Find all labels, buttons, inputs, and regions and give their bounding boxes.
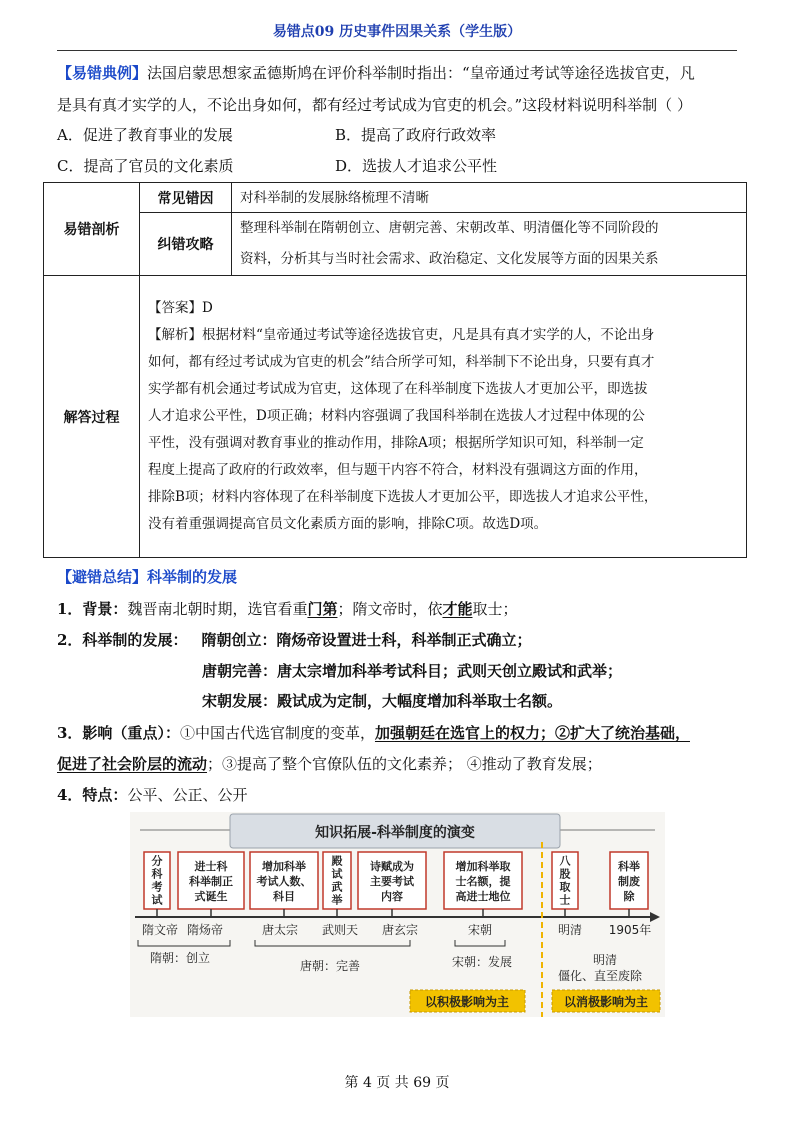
question-tag: 【易错典例】	[57, 64, 148, 82]
phase-ming-detail: 僵化、直至废除	[557, 969, 643, 983]
point-3-text-c: 促进了社会阶层的流动	[57, 755, 208, 773]
summary-tag: 【避错总结】	[57, 568, 148, 586]
solution-text	[140, 291, 746, 542]
axis-label: 明清	[557, 923, 583, 937]
phase-sui: 隋朝：创立	[150, 951, 211, 965]
summary-point-4	[57, 784, 247, 806]
point-1-label: 1．背景：	[57, 600, 128, 618]
page-footer: 第 4 页 共 69 页	[344, 1075, 450, 1091]
summary-title: 科举制的发展	[147, 568, 238, 586]
point-1-text-a: 魏晋南北朝时期，选官看重	[127, 600, 308, 618]
event-box-text: 式诞生	[194, 890, 228, 903]
phase-tang: 唐朝：完善	[300, 959, 361, 973]
point-2-tang: 唐朝完善：唐太宗增加科举考试科目；武则天创立殿试和武举；	[202, 662, 623, 680]
event-box-text: 制废	[618, 875, 640, 888]
explain-line: 程度上提高了政府的行政效率，但与题干内容不符合，材料没有强调这方面的作用，	[148, 462, 648, 478]
explain-line: 【解析】根据材料“皇帝通过考试等途径选拔官吏，凡是具有真才实学的人，不论出身	[148, 327, 655, 343]
event-box-text: 八	[559, 854, 571, 868]
event-box-text: 考	[151, 880, 163, 894]
point-1-text-b: ；隋文帝时，依	[337, 600, 443, 618]
error-analysis-label: 易错剖析	[44, 183, 140, 276]
event-box-text: 举	[331, 893, 343, 907]
common-error-label: 常见错因	[140, 183, 232, 213]
timeline-figure	[130, 812, 665, 1017]
event-box-text: 内容	[381, 890, 403, 903]
event-box-text: 殿	[331, 854, 343, 868]
event-box-text: 考试人数、	[256, 875, 312, 888]
page-header	[57, 18, 737, 51]
summary-point-2	[57, 629, 531, 651]
event-box-text: 诗赋成为	[370, 860, 414, 873]
question-line-2	[57, 94, 747, 116]
answer-line: 【答案】D	[148, 300, 213, 316]
point-4-label: 4．特点：	[57, 786, 128, 804]
fix-strategy-line-2: 资料，分析其与当时社会需求、政治稳定、文化发展等方面的因果关系	[240, 251, 659, 267]
axis-label: 隋炀帝	[186, 923, 224, 937]
explain-line: 实学都有机会通过考试成为官吏，这体现了在科举制度下选拔人才更加公平，即选拔	[148, 381, 648, 397]
axis-label: 唐太宗	[261, 923, 299, 937]
solution-label: 解答过程	[44, 276, 140, 558]
axis-label: 宋朝	[467, 923, 493, 937]
question-text-2: 是具有真才实学的人，不论出身如何，都有经过考试成为官吏的机会。”这段材料说明科举制（ ）	[57, 96, 692, 114]
event-box-text: 科	[151, 867, 163, 881]
event-box-text: 增加科举取	[455, 860, 511, 873]
event-box-text: 取	[559, 880, 571, 894]
event-box-text: 士	[559, 893, 571, 907]
event-box-text: 科目	[273, 890, 295, 903]
event-box-text: 股	[559, 867, 571, 881]
point-3-text-a: ①中国古代选官制度的变革，	[179, 724, 375, 742]
positive-impact-label: 以积极影响为主	[424, 995, 510, 1009]
point-2-song: 宋朝发展：殿试成为定制，大幅度增加科举取士名额。	[202, 692, 563, 710]
analysis-table	[43, 182, 747, 558]
point-1-keyword-b: 才能	[442, 600, 473, 618]
point-1-keyword-a: 门第	[307, 600, 338, 618]
point-2-sui: 隋朝创立：隋炀帝设置进士科，科举制正式确立；	[201, 631, 532, 649]
point-3-text-b: 加强朝廷在选官上的权力；②扩大了统治基础，	[374, 724, 690, 742]
event-box-text: 进士科	[194, 860, 228, 873]
summary-point-1	[57, 598, 518, 620]
summary-point-3-cont	[57, 753, 602, 775]
event-box-text: 分	[151, 854, 163, 868]
summary-heading	[57, 566, 237, 588]
common-error-cell	[232, 183, 747, 213]
option-a: A．促进了教育事业的发展	[57, 126, 233, 144]
axis-label: 隋文帝	[141, 923, 179, 937]
point-3-text-d: ；③提高了整个官僚队伍的文化素养； ④推动了教育发展；	[207, 755, 602, 773]
axis-label: 1905年	[608, 923, 652, 937]
summary-point-3	[57, 722, 690, 744]
point-4-text: 公平、公正、公开	[127, 786, 248, 804]
option-b: B．提高了政府行政效率	[335, 126, 497, 144]
fix-strategy-label: 纠错攻略	[140, 213, 232, 276]
solution-cell	[140, 276, 747, 558]
fix-strategy-line-1: 整理科举制在隋朝创立、唐朝完善、宋朝改革、明清僵化等不同阶段的	[240, 220, 659, 236]
axis-label: 唐玄宗	[381, 923, 419, 937]
axis-label: 武则天	[321, 923, 359, 937]
phase-ming: 明清	[592, 953, 618, 967]
event-box-text: 除	[623, 890, 635, 903]
timeline-banner-text: 知识拓展-科举制度的演变	[315, 825, 475, 841]
question-text-1: 法国启蒙思想家孟德斯鸠在评价科举制时指出：“皇帝通过考试等途径选拔官吏，凡	[147, 64, 695, 82]
negative-impact-label: 以消极影响为主	[563, 995, 649, 1009]
event-box-text: 士名额，提	[455, 875, 511, 888]
explain-line: 人才追求公平性，D项正确；材料内容强调了我国科举制在选拔人才过程中体现的公	[148, 408, 645, 424]
option-c: C．提高了官员的文化素质	[57, 157, 234, 175]
point-3-label: 3．影响（重点）：	[57, 724, 180, 742]
page-title: 易错点09 历史事件因果关系（学生版）	[272, 24, 522, 40]
point-1-text-c: 取士；	[472, 600, 518, 618]
explain-line: 没有着重强调提高官员文化素质方面的影响，排除C项。故选D项。	[148, 516, 548, 532]
timeline-svg	[130, 812, 665, 1017]
fix-strategy-cell	[232, 213, 747, 276]
explain-line: 如何，都有经过考试成为官吏的机会”结合所学可知，科举制下不论出身，只要有真才	[148, 354, 655, 370]
common-error-text: 对科举制的发展脉络梳理不清晰	[240, 189, 429, 206]
event-box-text: 试	[151, 893, 163, 907]
point-2-label: 2．科举制的发展：	[57, 631, 188, 649]
event-box-text: 高进士地位	[455, 890, 511, 903]
option-d: D．选拔人才追求公平性	[335, 157, 498, 175]
event-box-text: 增加科举	[262, 860, 306, 873]
question-line-1	[57, 62, 747, 84]
event-box-text: 武	[331, 880, 343, 894]
event-boxes	[144, 852, 648, 917]
phase-song: 宋朝：发展	[452, 955, 513, 969]
event-box-text: 科举	[618, 860, 640, 873]
explain-line: 排除B项；材料内容体现了在科举制度下选拔人才更加公平，即选拔人才追求公平性，	[148, 489, 658, 505]
explain-line: 平性，没有强调对教育事业的推动作用，排除A项；根据所学知识可知，科举制一定	[148, 435, 644, 451]
event-box-text: 科举制正	[189, 875, 233, 888]
event-box-text: 主要考试	[370, 875, 414, 888]
event-box-text: 试	[331, 867, 343, 881]
axis-labels	[142, 922, 651, 937]
